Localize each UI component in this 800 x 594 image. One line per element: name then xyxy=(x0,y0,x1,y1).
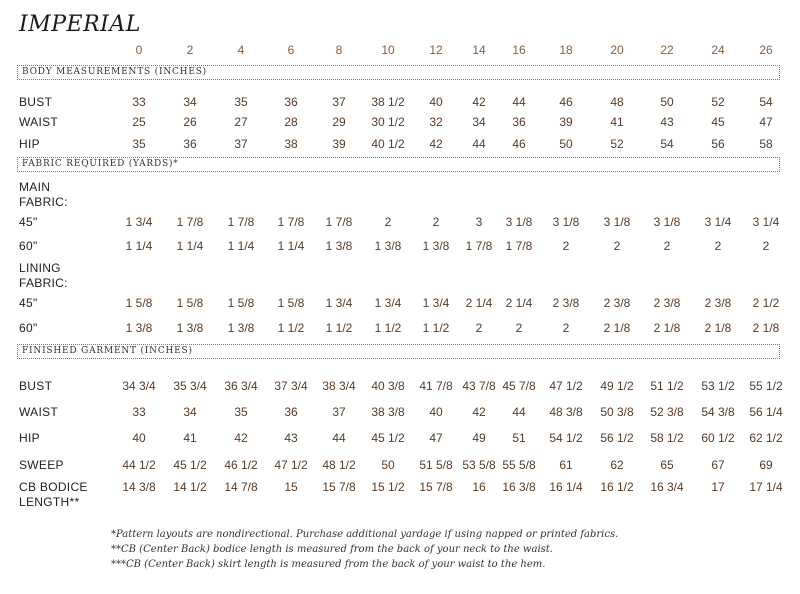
size-header-cell: 10 xyxy=(381,43,395,57)
table-cell: 39 xyxy=(559,115,573,129)
table-cell: 47 xyxy=(429,431,443,445)
table-cell: 2 3/8 xyxy=(653,296,681,310)
table-cell: 54 1/2 xyxy=(549,431,583,445)
table-cell: 42 xyxy=(429,137,443,151)
row-label: 60" xyxy=(19,239,38,253)
table-cell: 1 7/8 xyxy=(227,215,255,229)
table-cell: 17 1/4 xyxy=(749,480,783,494)
table-cell: 44 xyxy=(472,137,486,151)
table-cell: 33 xyxy=(132,405,146,419)
table-cell: 1 1/4 xyxy=(277,239,305,253)
table-cell: 43 xyxy=(284,431,298,445)
table-cell: 30 1/2 xyxy=(371,115,405,129)
table-cell: 1 3/8 xyxy=(374,239,402,253)
table-cell: 17 xyxy=(711,480,725,494)
table-cell: 3 1/8 xyxy=(653,215,681,229)
table-cell: 46 xyxy=(559,95,573,109)
table-cell: 47 xyxy=(759,115,773,129)
table-cell: 2 3/8 xyxy=(704,296,732,310)
table-cell: 2 xyxy=(475,321,483,335)
table-cell: 35 3/4 xyxy=(173,379,207,393)
table-cell: 25 xyxy=(132,115,146,129)
table-cell: 52 xyxy=(711,95,725,109)
table-cell: 41 xyxy=(610,115,624,129)
table-cell: 42 xyxy=(472,405,486,419)
table-cell: 39 xyxy=(332,137,346,151)
row-label: LINING xyxy=(19,261,61,275)
table-cell: 2 1/8 xyxy=(752,321,780,335)
table-cell: 42 xyxy=(234,431,248,445)
table-cell: 2 1/8 xyxy=(653,321,681,335)
table-cell: 15 7/8 xyxy=(322,480,356,494)
table-cell: 1 1/2 xyxy=(374,321,402,335)
table-cell: 34 xyxy=(183,405,197,419)
row-label: 60" xyxy=(19,321,38,335)
table-cell: 1 3/4 xyxy=(325,296,353,310)
row-label: LENGTH** xyxy=(19,495,80,509)
table-cell: 55 5/8 xyxy=(502,458,536,472)
table-cell: 61 xyxy=(559,458,573,472)
table-cell: 44 xyxy=(512,95,526,109)
table-cell: 15 xyxy=(284,480,298,494)
table-cell: 52 xyxy=(610,137,624,151)
footnote: *Pattern layouts are nondirectional. Purchase additional yardage if using napped or printed fabrics. xyxy=(111,529,619,540)
table-cell: 16 1/4 xyxy=(549,480,583,494)
table-cell: 50 xyxy=(559,137,573,151)
row-label: WAIST xyxy=(19,115,59,129)
row-label: SWEEP xyxy=(19,458,64,472)
table-cell: 15 7/8 xyxy=(419,480,453,494)
size-header-cell: 26 xyxy=(759,43,773,57)
table-cell: 53 1/2 xyxy=(701,379,735,393)
table-cell: 1 1/4 xyxy=(125,239,153,253)
table-row xyxy=(0,180,800,196)
table-cell: 2 xyxy=(515,321,523,335)
table-cell: 1 1/2 xyxy=(277,321,305,335)
table-cell: 50 xyxy=(381,458,395,472)
table-cell: 32 xyxy=(429,115,443,129)
table-cell: 45 1/2 xyxy=(173,458,207,472)
table-cell: 34 3/4 xyxy=(122,379,156,393)
table-cell: 43 xyxy=(660,115,674,129)
size-header-cell: 20 xyxy=(610,43,624,57)
table-cell: 1 3/8 xyxy=(422,239,450,253)
table-cell: 65 xyxy=(660,458,674,472)
table-cell: 3 1/8 xyxy=(552,215,580,229)
table-cell: 49 1/2 xyxy=(600,379,634,393)
table-cell: 1 3/4 xyxy=(422,296,450,310)
table-cell: 28 xyxy=(284,115,298,129)
table-cell: 51 1/2 xyxy=(650,379,684,393)
table-row xyxy=(0,296,800,312)
table-cell: 36 xyxy=(512,115,526,129)
table-cell: 42 xyxy=(472,95,486,109)
table-cell: 1 7/8 xyxy=(505,239,533,253)
size-header-cell: 16 xyxy=(512,43,526,57)
table-cell: 58 xyxy=(759,137,773,151)
size-header-cell: 6 xyxy=(287,43,295,57)
table-cell: 35 xyxy=(234,95,248,109)
table-cell: 1 3/8 xyxy=(125,321,153,335)
table-cell: 53 5/8 xyxy=(462,458,496,472)
table-cell: 2 3/8 xyxy=(552,296,580,310)
table-cell: 33 xyxy=(132,95,146,109)
table-cell: 35 xyxy=(132,137,146,151)
table-cell: 2 xyxy=(663,239,671,253)
table-cell: 37 xyxy=(332,95,346,109)
size-header-cell: 2 xyxy=(186,43,194,57)
footnotes xyxy=(111,527,618,572)
table-cell: 38 1/2 xyxy=(371,95,405,109)
table-cell: 36 xyxy=(183,137,197,151)
row-label: HIP xyxy=(19,137,40,151)
row-label: BUST xyxy=(19,95,53,109)
size-header-cell: 18 xyxy=(559,43,573,57)
table-cell: 40 3/8 xyxy=(371,379,405,393)
table-cell: 1 3/8 xyxy=(325,239,353,253)
table-cell: 1 1/2 xyxy=(325,321,353,335)
table-cell: 1 3/8 xyxy=(176,321,204,335)
table-cell: 2 xyxy=(562,321,570,335)
table-cell: 38 3/8 xyxy=(371,405,405,419)
table-cell: 26 xyxy=(183,115,197,129)
table-cell: 1 3/4 xyxy=(125,215,153,229)
table-cell: 55 1/2 xyxy=(749,379,783,393)
table-cell: 37 xyxy=(332,405,346,419)
row-label: FABRIC: xyxy=(19,276,68,290)
size-header-cell: 24 xyxy=(711,43,725,57)
table-cell: 43 7/8 xyxy=(462,379,496,393)
table-cell: 41 7/8 xyxy=(419,379,453,393)
table-cell: 51 xyxy=(512,431,526,445)
table-cell: 2 xyxy=(384,215,392,229)
table-cell: 54 3/8 xyxy=(701,405,735,419)
table-cell: 2 1/8 xyxy=(603,321,631,335)
table-row xyxy=(0,137,800,153)
table-row xyxy=(0,239,800,255)
size-header-cell: 22 xyxy=(660,43,674,57)
table-cell: 54 xyxy=(660,137,674,151)
table-cell: 38 3/4 xyxy=(322,379,356,393)
table-cell: 1 3/4 xyxy=(374,296,402,310)
table-cell: 47 1/2 xyxy=(549,379,583,393)
table-cell: 14 1/2 xyxy=(173,480,207,494)
table-cell: 60 1/2 xyxy=(701,431,735,445)
row-label: BUST xyxy=(19,379,53,393)
table-cell: 3 xyxy=(475,215,483,229)
table-cell: 14 7/8 xyxy=(224,480,258,494)
table-row xyxy=(0,431,800,447)
table-cell: 69 xyxy=(759,458,773,472)
table-cell: 1 5/8 xyxy=(125,296,153,310)
table-cell: 1 1/4 xyxy=(227,239,255,253)
table-cell: 1 5/8 xyxy=(176,296,204,310)
table-row xyxy=(0,276,800,292)
table-cell: 46 xyxy=(512,137,526,151)
table-cell: 45 xyxy=(711,115,725,129)
table-cell: 67 xyxy=(711,458,725,472)
page-title: IMPERIAL xyxy=(19,12,141,37)
table-cell: 62 xyxy=(610,458,624,472)
table-cell: 35 xyxy=(234,405,248,419)
section-fabric-required xyxy=(17,157,780,172)
table-cell: 2 xyxy=(562,239,570,253)
table-cell: 1 7/8 xyxy=(465,239,493,253)
table-cell: 2 1/4 xyxy=(505,296,533,310)
table-cell: 2 1/4 xyxy=(465,296,493,310)
table-cell: 16 1/2 xyxy=(600,480,634,494)
table-cell: 3 1/4 xyxy=(704,215,732,229)
row-label: FABRIC: xyxy=(19,195,68,209)
size-header-cell: 14 xyxy=(472,43,486,57)
table-cell: 36 xyxy=(284,95,298,109)
table-cell: 40 xyxy=(429,95,443,109)
table-cell: 3 1/4 xyxy=(752,215,780,229)
table-cell: 2 xyxy=(714,239,722,253)
table-cell: 40 1/2 xyxy=(371,137,405,151)
table-cell: 38 xyxy=(284,137,298,151)
table-row xyxy=(0,215,800,231)
table-cell: 54 xyxy=(759,95,773,109)
table-cell: 37 xyxy=(234,137,248,151)
table-row xyxy=(0,458,800,474)
table-row xyxy=(0,379,800,395)
table-cell: 36 3/4 xyxy=(224,379,258,393)
table-cell: 29 xyxy=(332,115,346,129)
table-cell: 27 xyxy=(234,115,248,129)
table-cell: 1 7/8 xyxy=(277,215,305,229)
section-body-measurements xyxy=(17,65,780,80)
size-header-cell: 12 xyxy=(429,43,443,57)
table-cell: 3 1/8 xyxy=(603,215,631,229)
table-cell: 48 3/8 xyxy=(549,405,583,419)
table-cell: 56 1/2 xyxy=(600,431,634,445)
table-row xyxy=(0,195,800,211)
table-cell: 50 3/8 xyxy=(600,405,634,419)
section-label: FINISHED GARMENT (INCHES) xyxy=(22,346,193,356)
table-cell: 45 1/2 xyxy=(371,431,405,445)
table-cell: 2 3/8 xyxy=(603,296,631,310)
table-cell: 34 xyxy=(472,115,486,129)
table-cell: 37 3/4 xyxy=(274,379,308,393)
size-header-row xyxy=(0,43,800,59)
table-cell: 62 1/2 xyxy=(749,431,783,445)
table-cell: 34 xyxy=(183,95,197,109)
footnote: **CB (Center Back) bodice length is measured from the back of your neck to the waist. xyxy=(111,544,553,555)
table-cell: 2 xyxy=(762,239,770,253)
table-cell: 14 3/8 xyxy=(122,480,156,494)
table-cell: 2 xyxy=(432,215,440,229)
table-row xyxy=(0,495,800,511)
table-cell: 1 7/8 xyxy=(325,215,353,229)
row-label: CB BODICE xyxy=(19,480,88,494)
size-header-cell: 4 xyxy=(237,43,245,57)
section-label: BODY MEASUREMENTS (INCHES) xyxy=(22,67,207,77)
table-cell: 2 1/2 xyxy=(752,296,780,310)
table-cell: 56 1/4 xyxy=(749,405,783,419)
table-cell: 15 1/2 xyxy=(371,480,405,494)
table-cell: 47 1/2 xyxy=(274,458,308,472)
table-cell: 48 xyxy=(610,95,624,109)
table-cell: 2 1/8 xyxy=(704,321,732,335)
table-row xyxy=(0,480,800,496)
section-finished-garment xyxy=(17,344,780,359)
table-row xyxy=(0,261,800,277)
table-cell: 49 xyxy=(472,431,486,445)
table-cell: 1 5/8 xyxy=(277,296,305,310)
table-cell: 52 3/8 xyxy=(650,405,684,419)
table-row xyxy=(0,95,800,111)
table-cell: 44 1/2 xyxy=(122,458,156,472)
table-cell: 1 1/4 xyxy=(176,239,204,253)
table-cell: 56 xyxy=(711,137,725,151)
table-cell: 44 xyxy=(332,431,346,445)
table-row xyxy=(0,321,800,337)
table-row xyxy=(0,405,800,421)
table-cell: 1 7/8 xyxy=(176,215,204,229)
table-row xyxy=(0,115,800,131)
table-cell: 50 xyxy=(660,95,674,109)
size-header-cell: 0 xyxy=(135,43,143,57)
footnote: ***CB (Center Back) skirt length is measured from the back of your waist to the hem. xyxy=(111,559,546,570)
table-cell: 16 3/4 xyxy=(650,480,684,494)
table-cell: 41 xyxy=(183,431,197,445)
table-cell: 40 xyxy=(132,431,146,445)
table-cell: 1 3/8 xyxy=(227,321,255,335)
table-cell: 36 xyxy=(284,405,298,419)
table-cell: 16 xyxy=(472,480,486,494)
table-cell: 51 5/8 xyxy=(419,458,453,472)
table-cell: 44 xyxy=(512,405,526,419)
table-cell: 3 1/8 xyxy=(505,215,533,229)
table-cell: 40 xyxy=(429,405,443,419)
row-label: 45" xyxy=(19,296,38,310)
row-label: MAIN xyxy=(19,180,51,194)
table-cell: 1 5/8 xyxy=(227,296,255,310)
table-cell: 1 1/2 xyxy=(422,321,450,335)
table-cell: 2 xyxy=(613,239,621,253)
table-cell: 58 1/2 xyxy=(650,431,684,445)
row-label: 45" xyxy=(19,215,38,229)
table-cell: 45 7/8 xyxy=(502,379,536,393)
row-label: HIP xyxy=(19,431,40,445)
size-header-cell: 8 xyxy=(335,43,343,57)
table-cell: 16 3/8 xyxy=(502,480,536,494)
table-cell: 46 1/2 xyxy=(224,458,258,472)
section-label: FABRIC REQUIRED (YARDS)* xyxy=(22,159,179,169)
table-cell: 48 1/2 xyxy=(322,458,356,472)
row-label: WAIST xyxy=(19,405,59,419)
